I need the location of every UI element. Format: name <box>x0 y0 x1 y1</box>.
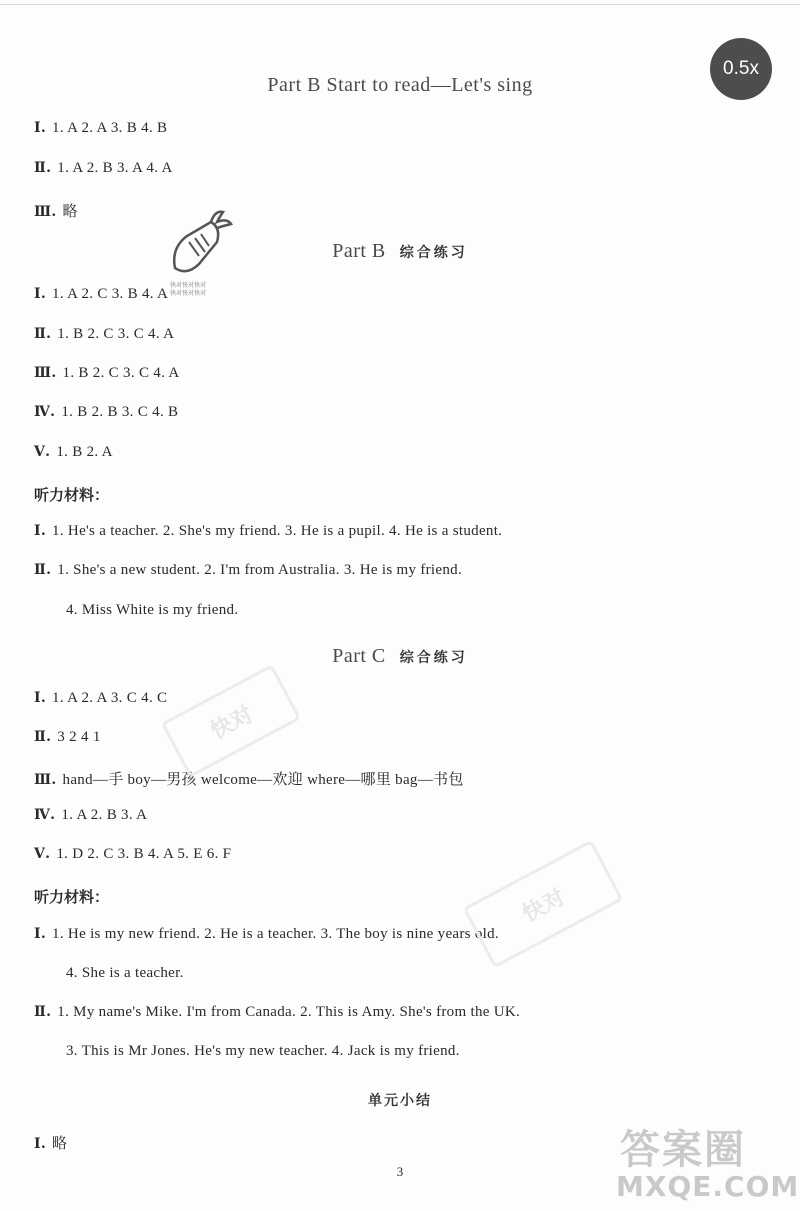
listening-line: Ⅰ. 1. He is my new friend. 2. He is a teacher. 3. The boy is nine years old. <box>34 926 499 942</box>
watermark: 快对 <box>463 840 624 969</box>
answer-line: Ⅴ. 1. B 2. A <box>34 444 113 460</box>
answer-line: Ⅱ. 1. A 2. B 3. A 4. A <box>34 160 173 176</box>
answer-line: Ⅰ. 1. A 2. C 3. B 4. A <box>34 286 169 302</box>
answer-line: Ⅱ. 1. B 2. C 3. C 4. A <box>34 326 175 342</box>
listening-line: Ⅱ. 1. My name's Mike. I'm from Canada. 2. This is Amy. She's from the UK. <box>34 1004 521 1020</box>
answer-line: Ⅳ. 1. A 2. B 3. A <box>34 807 148 823</box>
section-title-part-b-practice: Part B 综合练习 <box>332 240 468 262</box>
answer-line: Ⅰ. 1. A 2. A 3. B 4. B <box>34 120 168 136</box>
answer-line: Ⅳ. 1. B 2. B 3. C 4. B <box>34 404 179 420</box>
top-rule <box>0 4 800 5</box>
page-number: 3 <box>396 1164 404 1179</box>
zoom-button[interactable]: 0.5x <box>710 38 772 100</box>
answer-line: Ⅱ. 3 2 4 1 <box>34 729 101 745</box>
listening-line: 3. This is Mr Jones. He's my new teacher. 4. Jack is my friend. <box>66 1043 460 1059</box>
answer-line: Ⅲ. 1. B 2. C 3. C 4. A <box>34 365 180 381</box>
answer-line: Ⅴ. 1. D 2. C 3. B 4. A 5. E 6. F <box>34 846 232 862</box>
listening-heading: 听力材料： <box>34 486 110 504</box>
answer-line: Ⅰ. 略 <box>34 1136 68 1152</box>
listening-line: 4. She is a teacher. <box>66 965 184 981</box>
carrot-caption: 快对快对快对 快对快对快对 <box>170 282 207 297</box>
corner-logo: 答案圈 MXQE.COM <box>616 1127 800 1203</box>
watermark: 快对 <box>161 664 301 778</box>
section-title-part-b-read: Part B Start to read—Let's sing <box>267 74 533 96</box>
section-title-part-c-practice: Part C 综合练习 <box>332 645 468 667</box>
answer-line: Ⅰ. 1. A 2. A 3. C 4. C <box>34 690 168 706</box>
listening-line: Ⅱ. 1. She's a new student. 2. I'm from Australia. 3. He is my friend. <box>34 562 463 578</box>
section-title-unit-summary: 单元小结 <box>368 1093 432 1109</box>
listening-line: 4. Miss White is my friend. <box>66 602 239 618</box>
listening-heading: 听力材料： <box>34 888 110 906</box>
listening-line: Ⅰ. 1. He's a teacher. 2. She's my friend. 3. He is a pupil. 4. He is a student. <box>34 523 503 539</box>
answer-line: Ⅲ. hand—手 boy—男孩 welcome—欢迎 where—哪里 bag—书包 <box>34 772 464 788</box>
answer-line: Ⅲ. 略 <box>34 204 78 220</box>
